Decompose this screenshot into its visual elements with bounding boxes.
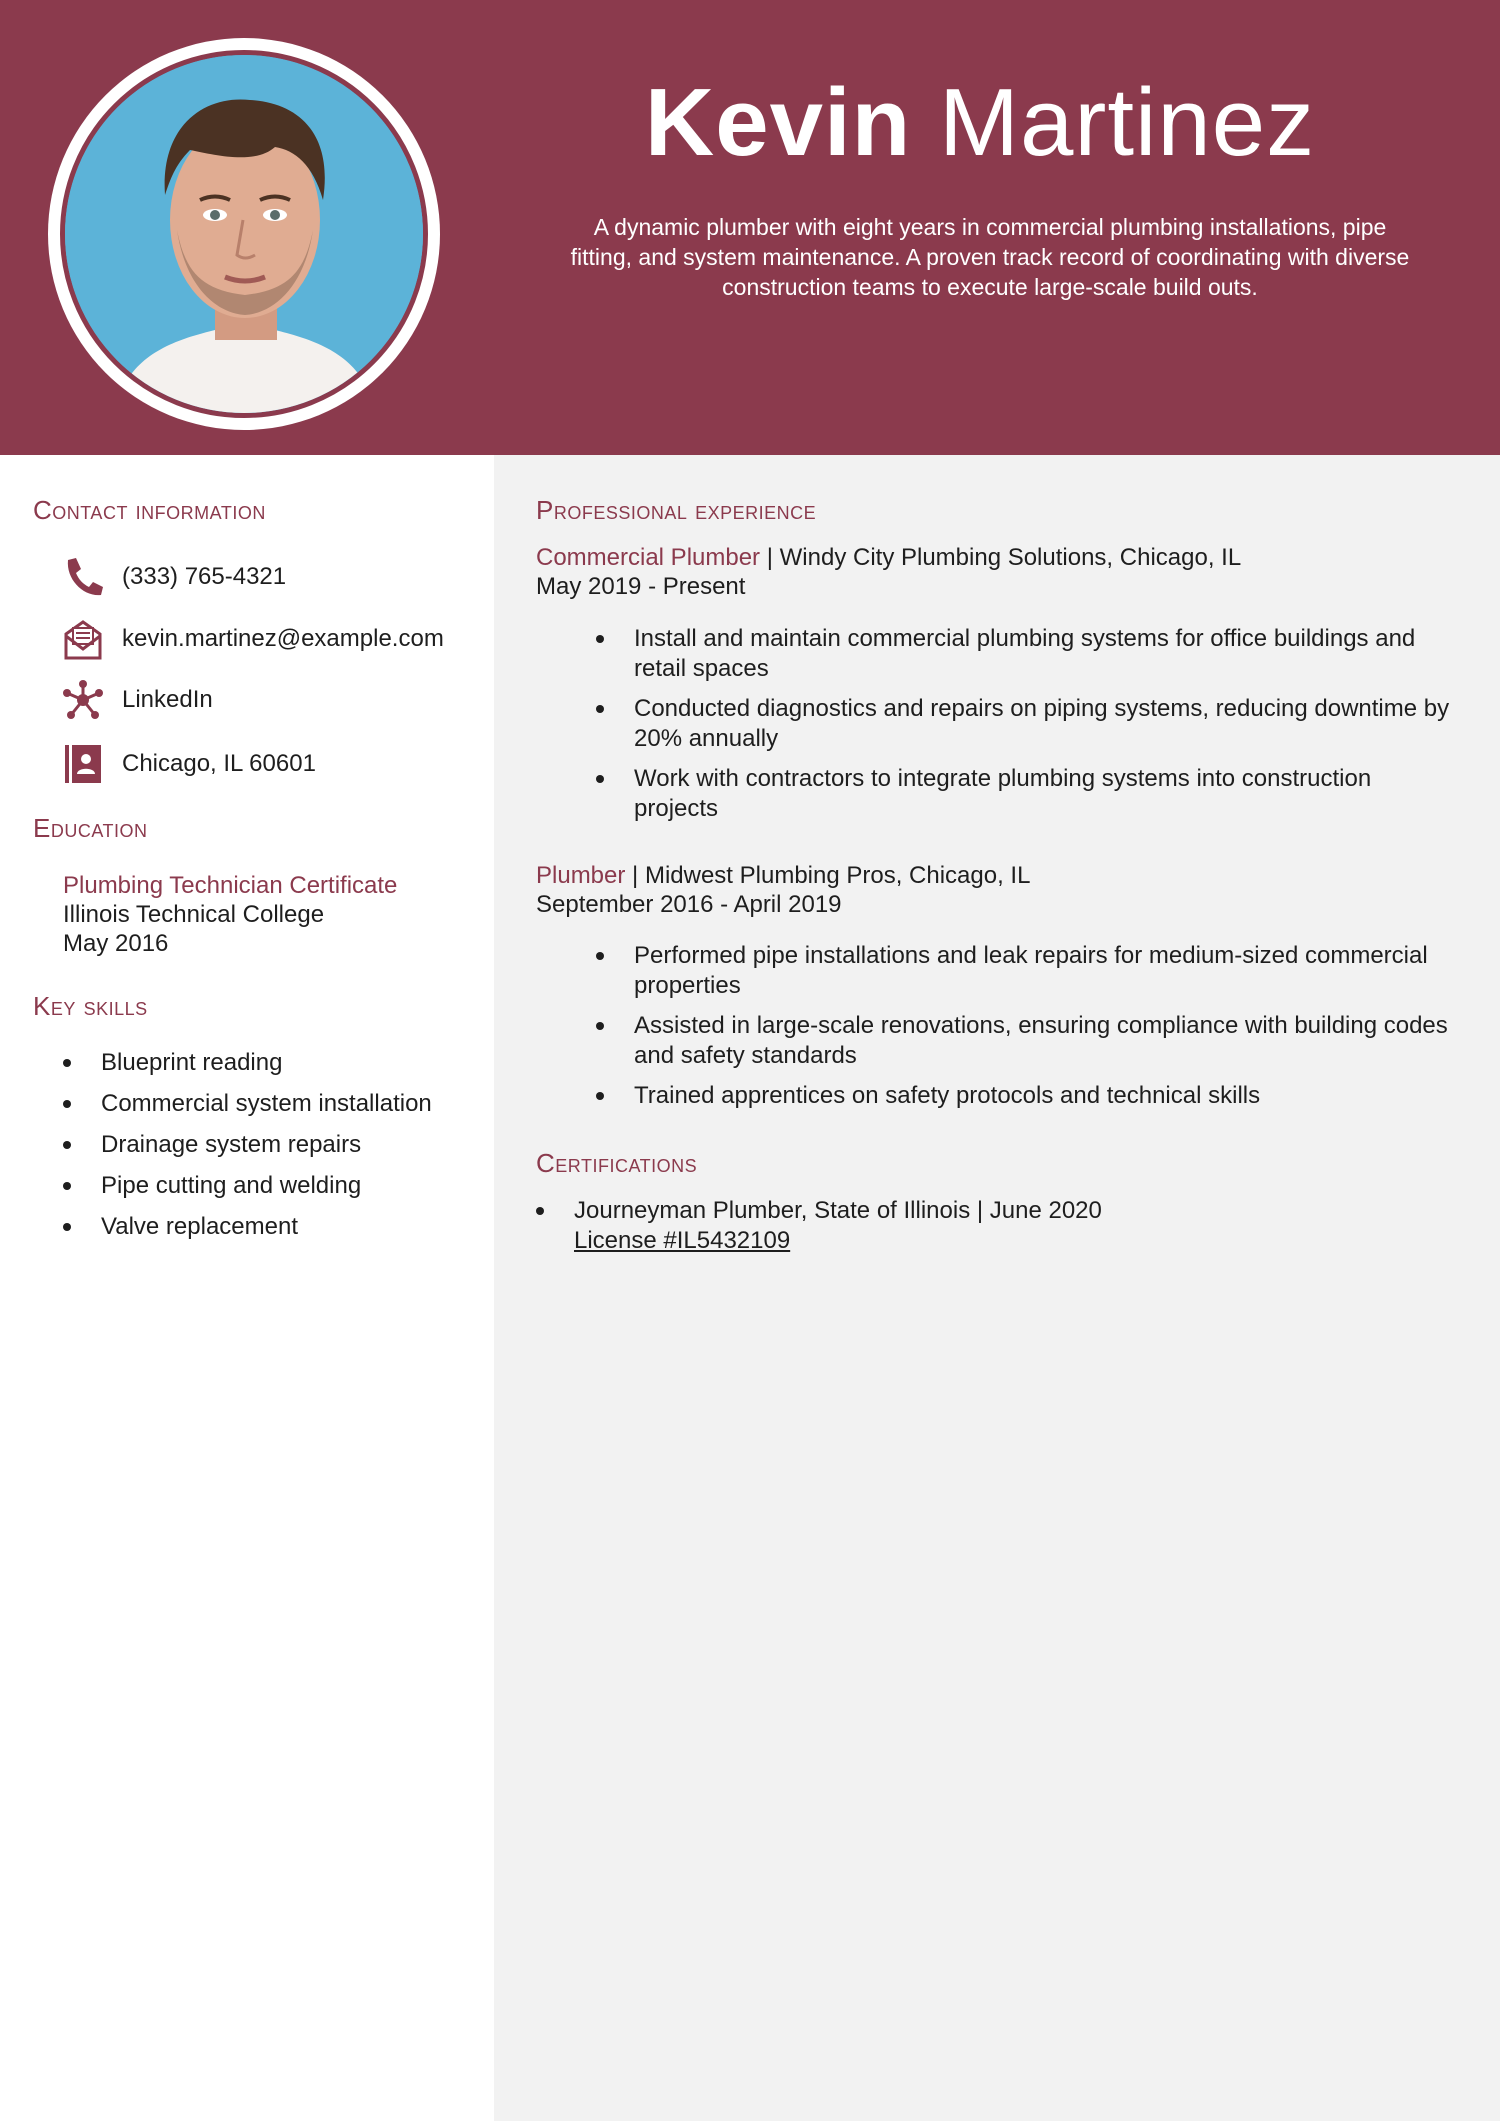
header-banner: [0, 0, 1500, 455]
education-degree: Plumbing Technician Certificate: [63, 872, 398, 899]
phone-icon: [62, 556, 104, 598]
job-1-company: | Windy City Plumbing Solutions, Chicago, IL: [760, 544, 1242, 571]
last-name: Martinez: [938, 69, 1316, 176]
phone-text: (333) 765-4321: [122, 563, 287, 590]
skills-section-title: Key skills: [33, 991, 148, 1021]
job-2-bullets: [596, 941, 1456, 1111]
first-name: Kevin: [644, 69, 912, 176]
contact-linkedin[interactable]: [62, 678, 213, 722]
job-bullet: Install and maintain commercial plumbing systems for office buildings and retail spaces: [596, 624, 1456, 684]
network-icon: [62, 679, 104, 721]
location-text: Chicago, IL 60601: [122, 750, 316, 777]
skills-list: [63, 1048, 463, 1253]
candidate-name: [530, 70, 1430, 176]
job-bullet: Assisted in large-scale renovations, ensuring compliance with building codes and safety standards: [596, 1011, 1456, 1071]
skill-item: Drainage system repairs: [63, 1130, 463, 1171]
job-2-header: [536, 861, 1436, 890]
linkedin-text: LinkedIn: [122, 686, 213, 713]
summary-text: A dynamic plumber with eight years in commercial plumbing installations, pipe fitting, and system maintenance. A proven track record of coordinating with diverse construction teams to execute large-scale build outs.: [570, 214, 1410, 300]
certifications-list: [536, 1196, 1436, 1256]
job-1-role: Commercial Plumber: [536, 544, 761, 571]
contact-location: [62, 742, 316, 786]
contact-email[interactable]: [62, 617, 444, 661]
mail-icon: [62, 618, 104, 660]
job-2-dates: September 2016 - April 2019: [536, 891, 842, 918]
education-date: May 2016: [63, 930, 169, 957]
certification-license: License #IL5432109: [574, 1227, 791, 1254]
skill-item: Pipe cutting and welding: [63, 1171, 463, 1212]
contact-phone: [62, 555, 286, 599]
job-2-company: | Midwest Plumbing Pros, Chicago, IL: [625, 862, 1031, 889]
profile-photo-frame: [48, 38, 440, 430]
profile-photo: [60, 50, 428, 418]
email-text: kevin.martinez@example.com: [122, 625, 444, 652]
skill-item: Commercial system installation: [63, 1089, 463, 1130]
job-1-bullets: [596, 624, 1456, 824]
job-bullet: Conducted diagnostics and repairs on piping systems, reducing downtime by 20% annually: [596, 694, 1456, 754]
job-2-role: Plumber: [536, 862, 626, 889]
job-bullet: Work with contractors to integrate plumbing systems into construction projects: [596, 764, 1456, 824]
education-school: Illinois Technical College: [63, 901, 325, 928]
job-1-dates: May 2019 - Present: [536, 573, 746, 600]
skill-item: Blueprint reading: [63, 1048, 463, 1089]
certifications-section-title: Certifications: [536, 1148, 698, 1178]
job-bullet: Performed pipe installations and leak repairs for medium-sized commercial properties: [596, 941, 1456, 1001]
portrait-illustration: [65, 55, 423, 413]
certification-item: [536, 1196, 1436, 1256]
contact-section-title: Contact information: [33, 495, 266, 525]
experience-section-title: Professional experience: [536, 495, 817, 525]
certification-text: Journeyman Plumber, State of Illinois | June 2020: [574, 1197, 1102, 1224]
job-bullet: Trained apprentices on safety protocols and technical skills: [596, 1081, 1456, 1111]
education-section-title: Education: [33, 813, 148, 843]
job-1-header: [536, 543, 1436, 572]
address-book-icon: [62, 743, 104, 785]
skill-item: Valve replacement: [63, 1212, 463, 1253]
